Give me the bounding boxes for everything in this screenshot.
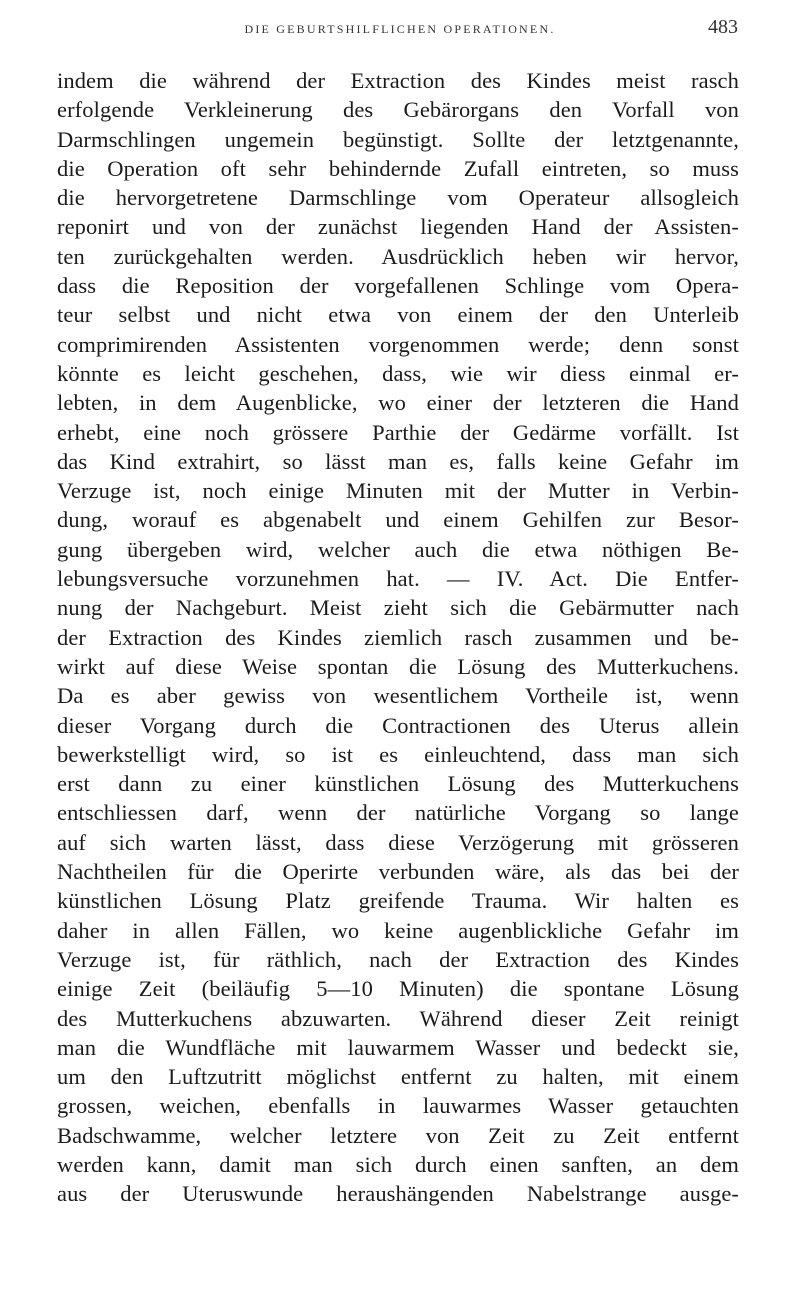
page-number: 483: [708, 16, 738, 38]
text-line: teur selbst und nicht etwa von einem der den Unterleib: [57, 302, 739, 328]
text-line: erhebt, eine noch grössere Parthie der Gedärme vorfällt. Ist: [57, 419, 739, 445]
text-line: lebten, in dem Augenblicke, wo einer der letzteren die Hand: [57, 390, 739, 416]
text-line: dass die Reposition der vorgefallenen Schlinge vom Opera-: [57, 273, 739, 299]
text-line: werden kann, damit man sich durch einen sanften, an dem: [57, 1151, 739, 1177]
text-line: Verzuge ist, noch einige Minuten mit der Mutter in Verbin-: [57, 478, 739, 504]
text-line: grossen, weichen, ebenfalls in lauwarmes Wasser getauchten: [57, 1093, 739, 1119]
text-line: dieser Vorgang durch die Contractionen des Uterus allein: [57, 712, 739, 738]
body-text: [57, 66, 739, 1209]
text-line: die hervorgetretene Darmschlinge vom Operateur allsogleich: [57, 185, 739, 211]
text-line: Badschwamme, welcher letztere von Zeit zu Zeit entfernt: [57, 1122, 739, 1148]
text-line: ten zurückgehalten werden. Ausdrücklich heben wir hervor,: [57, 243, 739, 269]
text-line: gung übergeben wird, welcher auch die etwa nöthigen Be-: [57, 536, 739, 562]
text-line: Nachtheilen für die Operirte verbunden wäre, als das bei der: [57, 859, 739, 885]
text-line: nung der Nachgeburt. Meist zieht sich die Gebärmutter nach: [57, 595, 739, 621]
text-line: einige Zeit (beiläufig 5—10 Minuten) die spontane Lösung: [57, 976, 739, 1002]
text-line: erst dann zu einer künstlichen Lösung des Mutterkuchens: [57, 771, 739, 797]
text-line: lebungsversuche vorzunehmen hat. — IV. Act. Die Entfer-: [57, 566, 739, 592]
text-line: aus der Uteruswunde heraushängenden Nabelstrange ausge-: [57, 1181, 739, 1207]
text-line: Darmschlingen ungemein begünstigt. Sollte der letztgenannte,: [57, 126, 739, 152]
text-line: das Kind extrahirt, so lässt man es, falls keine Gefahr im: [57, 448, 739, 474]
text-line: des Mutterkuchens abzuwarten. Während dieser Zeit reinigt: [57, 1005, 739, 1031]
text-line: dung, worauf es abgenabelt und einem Gehilfen zur Besor-: [57, 507, 739, 533]
text-line: die Operation oft sehr behindernde Zufall eintreten, so muss: [57, 155, 739, 181]
text-line: könnte es leicht geschehen, dass, wie wir diess einmal er-: [57, 360, 739, 386]
text-line: Verzuge ist, für räthlich, nach der Extraction des Kindes: [57, 946, 739, 972]
text-line: bewerkstelligt wird, so ist es einleuchtend, dass man sich: [57, 741, 739, 767]
text-line: comprimirenden Assistenten vorgenommen werde; denn sonst: [57, 331, 739, 357]
text-line: man die Wundfläche mit lauwarmem Wasser und bedeckt sie,: [57, 1034, 739, 1060]
text-line: daher in allen Fällen, wo keine augenblickliche Gefahr im: [57, 917, 739, 943]
text-line: indem die während der Extraction des Kindes meist rasch: [57, 68, 739, 93]
text-line: um den Luftzutritt möglichst entfernt zu halten, mit einem: [57, 1064, 739, 1090]
text-line: wirkt auf diese Weise spontan die Lösung des Mutterkuchens.: [57, 653, 739, 679]
text-line: Da es aber gewiss von wesentlichem Vortheile ist, wenn: [57, 683, 739, 709]
text-line: künstlichen Lösung Platz greifende Trauma. Wir halten es: [57, 888, 739, 914]
text-line: der Extraction des Kindes ziemlich rasch zusammen und be-: [57, 624, 739, 650]
text-line: reponirt und von der zunächst liegenden Hand der Assisten-: [57, 214, 739, 240]
text-line: auf sich warten lässt, dass diese Verzögerung mit grösseren: [57, 829, 739, 855]
running-head: DIE GEBURTSHILFLICHEN OPERATIONEN.: [244, 22, 556, 36]
text-line: entschliessen darf, wenn der natürliche Vorgang so lange: [57, 800, 739, 826]
text-line: erfolgende Verkleinerung des Gebärorgans den Vorfall von: [57, 97, 739, 123]
